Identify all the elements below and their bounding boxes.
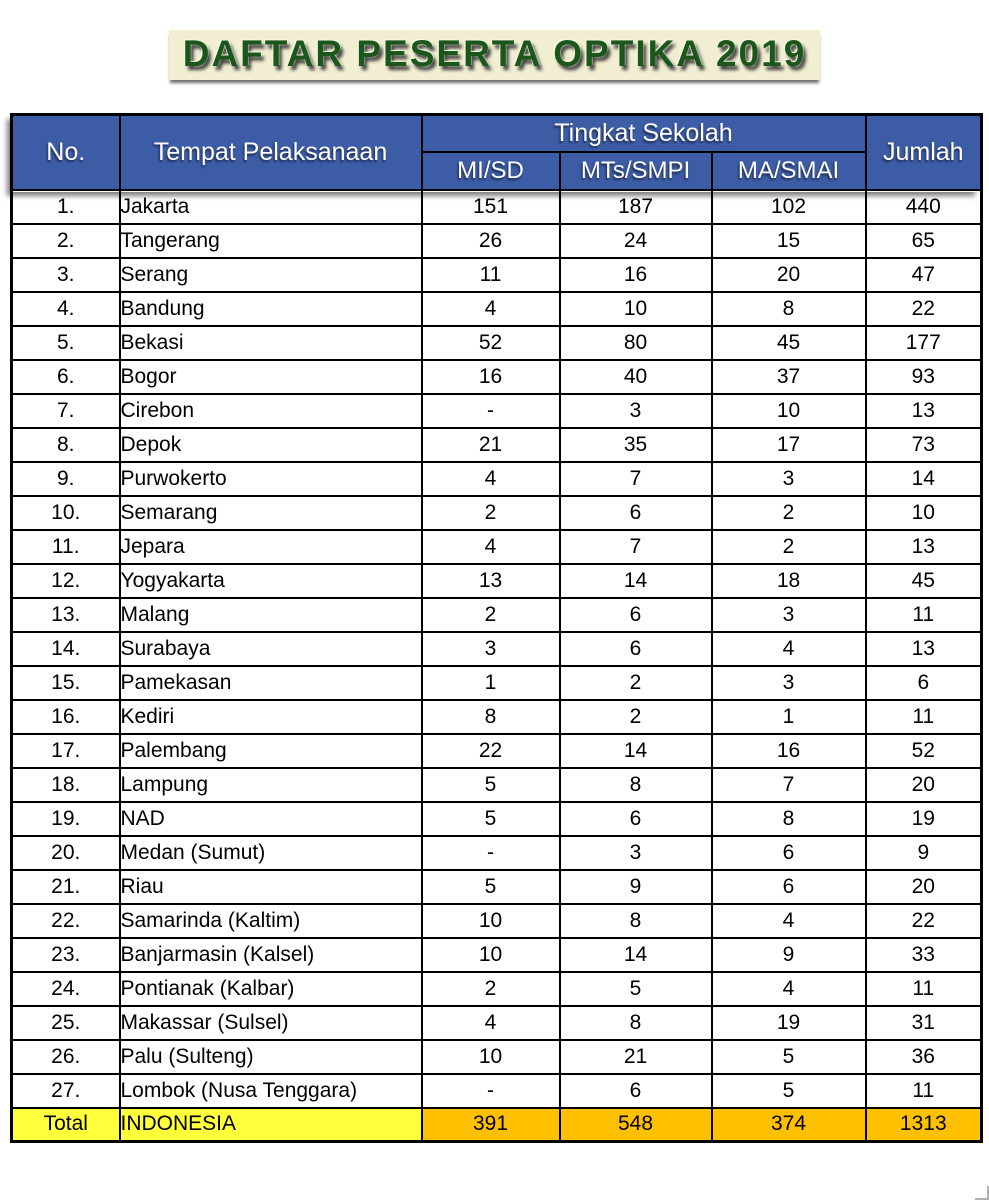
cell-place: Jakarta: [120, 190, 422, 224]
cell-mi-sd: 5: [422, 802, 560, 836]
cell-place: Pamekasan: [120, 666, 422, 700]
cell-mi-sd: 4: [422, 1006, 560, 1040]
cell-jumlah: 11: [866, 972, 982, 1006]
cell-no: 25.: [12, 1006, 120, 1040]
cell-jumlah: 47: [866, 258, 982, 292]
table-row: [12, 632, 982, 666]
total-ma-smai: 374: [712, 1108, 866, 1142]
cell-mts-smpi: 7: [560, 462, 712, 496]
table-row: [12, 530, 982, 564]
cell-jumlah: 20: [866, 870, 982, 904]
cell-mi-sd: 2: [422, 972, 560, 1006]
cell-jumlah: 11: [866, 700, 982, 734]
cell-jumlah: 9: [866, 836, 982, 870]
cell-jumlah: 36: [866, 1040, 982, 1074]
cell-mi-sd: 10: [422, 1040, 560, 1074]
col-header-mts-smpi: MTs/SMPI: [560, 152, 712, 190]
cell-ma-smai: 8: [712, 802, 866, 836]
cell-ma-smai: 2: [712, 530, 866, 564]
cell-ma-smai: 19: [712, 1006, 866, 1040]
cell-ma-smai: 45: [712, 326, 866, 360]
cell-mi-sd: -: [422, 394, 560, 428]
cell-ma-smai: 37: [712, 360, 866, 394]
cell-no: 12.: [12, 564, 120, 598]
table-row: [12, 224, 982, 258]
cell-mi-sd: 13: [422, 564, 560, 598]
cell-mts-smpi: 8: [560, 904, 712, 938]
table-footer: [12, 1108, 982, 1142]
cell-no: 19.: [12, 802, 120, 836]
cell-mts-smpi: 14: [560, 564, 712, 598]
cell-mts-smpi: 2: [560, 700, 712, 734]
cell-mi-sd: 4: [422, 530, 560, 564]
cell-no: 13.: [12, 598, 120, 632]
cell-mi-sd: 151: [422, 190, 560, 224]
cell-place: Purwokerto: [120, 462, 422, 496]
cell-ma-smai: 6: [712, 836, 866, 870]
cell-mi-sd: 26: [422, 224, 560, 258]
cell-no: 10.: [12, 496, 120, 530]
table-row: [12, 258, 982, 292]
cell-mts-smpi: 14: [560, 734, 712, 768]
table-header: [12, 115, 982, 190]
cell-jumlah: 20: [866, 768, 982, 802]
table-row: [12, 870, 982, 904]
col-header-ma-smai: MA/SMAI: [712, 152, 866, 190]
cell-mi-sd: 3: [422, 632, 560, 666]
col-header-place: Tempat Pelaksanaan: [120, 115, 422, 190]
cell-jumlah: 14: [866, 462, 982, 496]
cell-place: Medan (Sumut): [120, 836, 422, 870]
cell-jumlah: 6: [866, 666, 982, 700]
cell-jumlah: 65: [866, 224, 982, 258]
cell-ma-smai: 5: [712, 1074, 866, 1108]
cell-mts-smpi: 10: [560, 292, 712, 326]
cell-no: 14.: [12, 632, 120, 666]
cell-no: 7.: [12, 394, 120, 428]
cell-jumlah: 45: [866, 564, 982, 598]
col-header-mi-sd: MI/SD: [422, 152, 560, 190]
cell-mi-sd: 21: [422, 428, 560, 462]
cell-no: 5.: [12, 326, 120, 360]
cell-mts-smpi: 6: [560, 496, 712, 530]
cell-mts-smpi: 7: [560, 530, 712, 564]
cell-ma-smai: 4: [712, 972, 866, 1006]
title-row: [0, 30, 989, 80]
cell-place: Depok: [120, 428, 422, 462]
cell-place: Makassar (Sulsel): [120, 1006, 422, 1040]
cell-mts-smpi: 2: [560, 666, 712, 700]
total-jumlah: 1313: [866, 1108, 982, 1142]
cell-mi-sd: 10: [422, 938, 560, 972]
cell-mi-sd: 4: [422, 462, 560, 496]
page-corner-mark: [975, 1186, 989, 1200]
col-header-group-tingkat-sekolah: Tingkat Sekolah: [422, 115, 866, 152]
cell-place: Lombok (Nusa Tenggara): [120, 1074, 422, 1108]
table-row: [12, 802, 982, 836]
cell-no: 15.: [12, 666, 120, 700]
cell-mts-smpi: 6: [560, 802, 712, 836]
cell-jumlah: 13: [866, 632, 982, 666]
cell-place: Pontianak (Kalbar): [120, 972, 422, 1006]
table-row: [12, 394, 982, 428]
table-row: [12, 564, 982, 598]
cell-jumlah: 73: [866, 428, 982, 462]
cell-no: 27.: [12, 1074, 120, 1108]
cell-no: 18.: [12, 768, 120, 802]
cell-place: NAD: [120, 802, 422, 836]
cell-ma-smai: 3: [712, 462, 866, 496]
cell-jumlah: 22: [866, 904, 982, 938]
cell-no: 21.: [12, 870, 120, 904]
cell-place: Samarinda (Kaltim): [120, 904, 422, 938]
cell-no: 22.: [12, 904, 120, 938]
cell-no: 1.: [12, 190, 120, 224]
table-row: [12, 1074, 982, 1108]
cell-mi-sd: 10: [422, 904, 560, 938]
cell-no: 3.: [12, 258, 120, 292]
total-place: INDONESIA: [120, 1108, 422, 1142]
cell-place: Tangerang: [120, 224, 422, 258]
cell-place: Surabaya: [120, 632, 422, 666]
cell-mts-smpi: 8: [560, 1006, 712, 1040]
cell-ma-smai: 2: [712, 496, 866, 530]
cell-mi-sd: 2: [422, 496, 560, 530]
cell-mts-smpi: 6: [560, 598, 712, 632]
cell-jumlah: 10: [866, 496, 982, 530]
table-row: [12, 700, 982, 734]
cell-no: 6.: [12, 360, 120, 394]
cell-place: Kediri: [120, 700, 422, 734]
cell-mts-smpi: 8: [560, 768, 712, 802]
cell-mi-sd: 16: [422, 360, 560, 394]
table-row: [12, 360, 982, 394]
cell-ma-smai: 4: [712, 632, 866, 666]
table-row: [12, 598, 982, 632]
cell-mts-smpi: 21: [560, 1040, 712, 1074]
cell-mi-sd: 2: [422, 598, 560, 632]
cell-place: Yogyakarta: [120, 564, 422, 598]
cell-jumlah: 33: [866, 938, 982, 972]
cell-ma-smai: 9: [712, 938, 866, 972]
cell-mi-sd: 52: [422, 326, 560, 360]
cell-ma-smai: 102: [712, 190, 866, 224]
cell-mi-sd: 22: [422, 734, 560, 768]
table-row: [12, 292, 982, 326]
cell-no: 9.: [12, 462, 120, 496]
cell-mi-sd: -: [422, 1074, 560, 1108]
cell-mts-smpi: 3: [560, 394, 712, 428]
cell-ma-smai: 3: [712, 666, 866, 700]
cell-ma-smai: 16: [712, 734, 866, 768]
cell-mi-sd: 1: [422, 666, 560, 700]
cell-mts-smpi: 5: [560, 972, 712, 1006]
cell-no: 23.: [12, 938, 120, 972]
cell-no: 8.: [12, 428, 120, 462]
cell-ma-smai: 7: [712, 768, 866, 802]
cell-ma-smai: 17: [712, 428, 866, 462]
col-header-no: No.: [12, 115, 120, 190]
col-header-jumlah: Jumlah: [866, 115, 982, 190]
cell-no: 4.: [12, 292, 120, 326]
total-label: Total: [12, 1108, 120, 1142]
table-row: [12, 326, 982, 360]
cell-jumlah: 13: [866, 530, 982, 564]
cell-place: Lampung: [120, 768, 422, 802]
cell-ma-smai: 5: [712, 1040, 866, 1074]
table-row: [12, 972, 982, 1006]
cell-mi-sd: 11: [422, 258, 560, 292]
cell-mts-smpi: 24: [560, 224, 712, 258]
cell-jumlah: 440: [866, 190, 982, 224]
cell-place: Bandung: [120, 292, 422, 326]
table-body: [12, 190, 982, 1108]
table-row: [12, 734, 982, 768]
cell-mts-smpi: 9: [560, 870, 712, 904]
cell-no: 24.: [12, 972, 120, 1006]
cell-place: Banjarmasin (Kalsel): [120, 938, 422, 972]
cell-mi-sd: 8: [422, 700, 560, 734]
table-row: [12, 768, 982, 802]
cell-jumlah: 31: [866, 1006, 982, 1040]
table-row: [12, 904, 982, 938]
cell-mts-smpi: 3: [560, 836, 712, 870]
table-row: [12, 1040, 982, 1074]
table-row: [12, 836, 982, 870]
cell-place: Bekasi: [120, 326, 422, 360]
cell-place: Riau: [120, 870, 422, 904]
cell-place: Jepara: [120, 530, 422, 564]
cell-mts-smpi: 35: [560, 428, 712, 462]
cell-mts-smpi: 80: [560, 326, 712, 360]
cell-jumlah: 13: [866, 394, 982, 428]
cell-place: Cirebon: [120, 394, 422, 428]
table-row: [12, 666, 982, 700]
cell-mi-sd: 4: [422, 292, 560, 326]
cell-ma-smai: 15: [712, 224, 866, 258]
table-row: [12, 190, 982, 224]
cell-jumlah: 93: [866, 360, 982, 394]
cell-ma-smai: 4: [712, 904, 866, 938]
cell-no: 20.: [12, 836, 120, 870]
total-row: [12, 1108, 982, 1142]
cell-mi-sd: 5: [422, 870, 560, 904]
page-title: DAFTAR PESERTA OPTIKA 2019: [182, 33, 807, 74]
table-row: [12, 496, 982, 530]
cell-place: Malang: [120, 598, 422, 632]
cell-mts-smpi: 14: [560, 938, 712, 972]
cell-place: Bogor: [120, 360, 422, 394]
total-mi-sd: 391: [422, 1108, 560, 1142]
cell-mi-sd: -: [422, 836, 560, 870]
title-banner: [169, 30, 821, 80]
table-row: [12, 938, 982, 972]
table-row: [12, 462, 982, 496]
cell-jumlah: 11: [866, 598, 982, 632]
cell-no: 26.: [12, 1040, 120, 1074]
cell-mts-smpi: 16: [560, 258, 712, 292]
cell-mts-smpi: 6: [560, 1074, 712, 1108]
cell-place: Palembang: [120, 734, 422, 768]
participants-table: [10, 113, 983, 1143]
header-row-1: [12, 115, 982, 152]
cell-jumlah: 19: [866, 802, 982, 836]
cell-ma-smai: 3: [712, 598, 866, 632]
cell-mi-sd: 5: [422, 768, 560, 802]
cell-ma-smai: 6: [712, 870, 866, 904]
cell-mts-smpi: 6: [560, 632, 712, 666]
cell-place: Serang: [120, 258, 422, 292]
cell-jumlah: 177: [866, 326, 982, 360]
cell-ma-smai: 20: [712, 258, 866, 292]
cell-no: 16.: [12, 700, 120, 734]
table-row: [12, 1006, 982, 1040]
cell-ma-smai: 1: [712, 700, 866, 734]
cell-jumlah: 11: [866, 1074, 982, 1108]
cell-mts-smpi: 40: [560, 360, 712, 394]
cell-ma-smai: 8: [712, 292, 866, 326]
total-mts-smpi: 548: [560, 1108, 712, 1142]
cell-no: 11.: [12, 530, 120, 564]
cell-jumlah: 52: [866, 734, 982, 768]
cell-jumlah: 22: [866, 292, 982, 326]
cell-ma-smai: 10: [712, 394, 866, 428]
cell-no: 2.: [12, 224, 120, 258]
cell-no: 17.: [12, 734, 120, 768]
cell-ma-smai: 18: [712, 564, 866, 598]
cell-mts-smpi: 187: [560, 190, 712, 224]
cell-place: Palu (Sulteng): [120, 1040, 422, 1074]
cell-place: Semarang: [120, 496, 422, 530]
table-row: [12, 428, 982, 462]
